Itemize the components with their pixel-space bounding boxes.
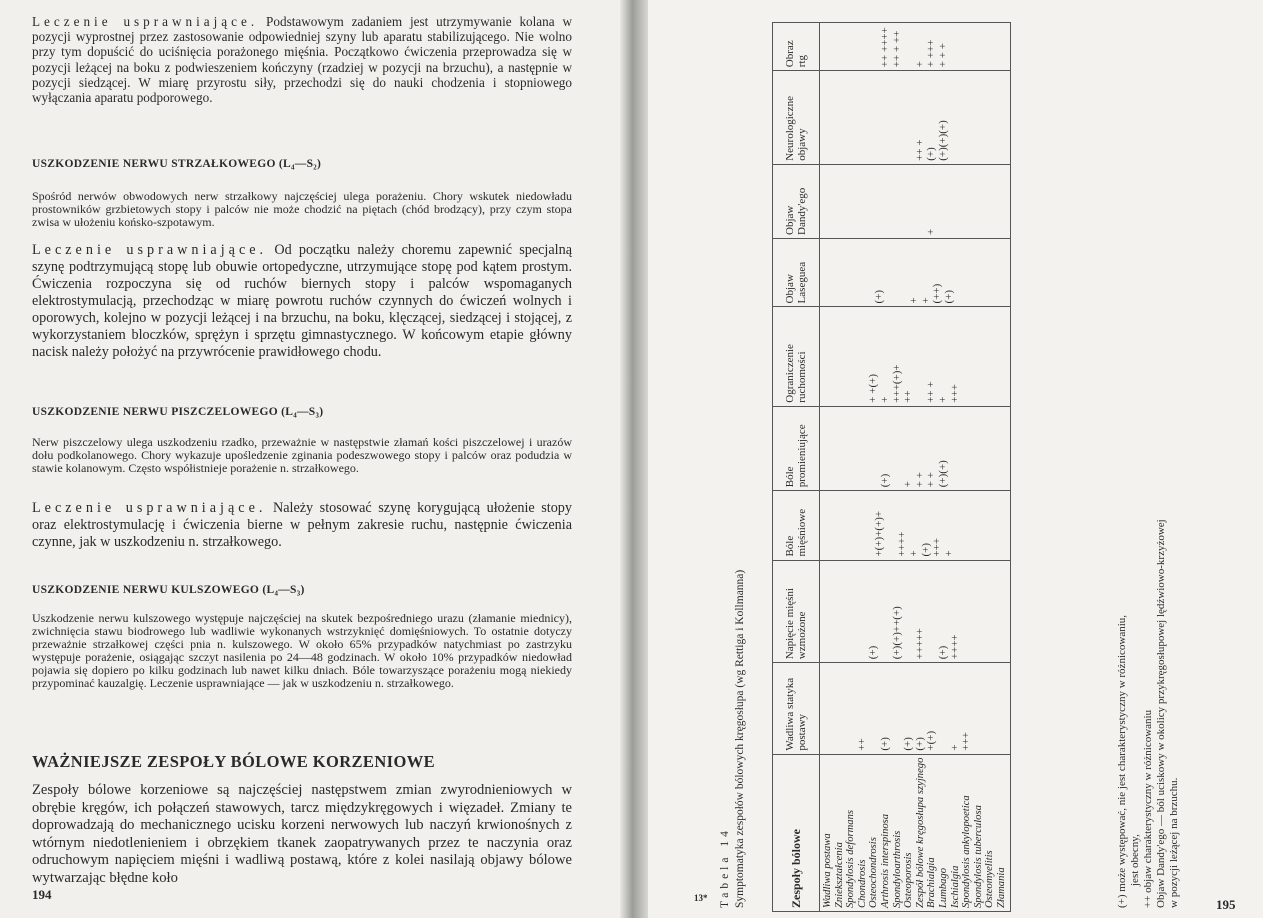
table-caption xyxy=(718,28,748,908)
page-number: 195 xyxy=(1216,897,1236,912)
symptom-cell: + xyxy=(820,164,1011,238)
left-page xyxy=(0,0,620,918)
symptom-table xyxy=(772,22,1011,912)
symptom-cell: +(+)+(+)+ ++++ + (+) +++ + xyxy=(820,491,1011,560)
footnote: (+) może występować, nie jest charakterystyczny w różnicowaniu, xyxy=(1116,614,1128,908)
syndrome-name: Chondrosis xyxy=(856,859,868,908)
paragraph-text: Podstawowym zadaniem jest utrzymywanie kolana w pozycji wyprostnej przez zastosowanie odpowiedniej szyny lub aparatu stabilizującego. Nie wolno przy tym dopuścić do uciśnięcia porażonego mięśnia. Początkowo ćwiczenia przeprowadza się w pozycji leżącej na boku z podwieszeniem kończyny (rzadziej w pozycji na brzuchu), a następnie w pozycji siedzącej. W miarę przyrostu siły, przechodzi się do nauki chodzenia i stopniowego wyłączania aparatu podporowego. xyxy=(32,14,572,106)
syndrome-name: Zespół bólowe kręgosłupa szyjnego xyxy=(914,757,926,908)
syndrome-name: Osteochondrosis xyxy=(868,837,880,908)
column-header: Obraz rtg xyxy=(773,23,820,71)
syndrome-name: Brachialgia xyxy=(926,857,938,908)
syndrome-name: Wadliwa postawa xyxy=(822,833,833,908)
signature-mark: 13* xyxy=(694,893,708,903)
paragraph-text: Od początku należy choremu zapewnić specjalną szynę podtrzymującą stopę lub obuwie ortopedyczne, utrzymujące stopę pod kątem prostym. Ćwiczenia rozpoczyna się od ruchów biernych stopy i palców wspomaganych elektrostymulacją, przechodząc w miarę powrotu ruchów czynnych do ćwiczeń wolnych i oporowych, kolejno w pozycji leżącej i na brzuchu, na boku, klęczącej, siedzącej i stojącej, z wykorzystaniem bloczków, sprężyn i sprzętu gimnastycznego. W końcowym etapie główny nacisk należy położyć na przywrócenie prawidłowego chodu. xyxy=(32,242,572,360)
syndrome-name: Lumbago xyxy=(937,867,949,908)
syndrome-name: Spondylosis deformans xyxy=(845,810,857,908)
column-header: Bóle promieniujące xyxy=(773,406,820,491)
syndrome-name: Zniekształcenia xyxy=(833,842,845,908)
table-footnotes xyxy=(1116,28,1181,908)
syndrome-name: Osteomyelitis xyxy=(984,850,996,908)
column-header: Neurologiczne objawy xyxy=(773,71,820,165)
column-header: Zespoły bólowe xyxy=(773,754,820,911)
syndrome-name: Osteoporosis xyxy=(903,852,915,908)
syndrome-name: Spondyloarthrosis xyxy=(891,830,903,908)
syndrome-list xyxy=(820,754,1011,911)
column-header: Objaw Laseguea xyxy=(773,238,820,306)
syndrome-name: Złamania xyxy=(995,867,1007,908)
table-number: Tabela 14 xyxy=(719,827,731,908)
footnote: jest obecny, xyxy=(1129,834,1141,886)
paragraph-sciatic: Uszkodzenie nerwu kulszowego występuje najczęściej na skutek bezpośredniego urazu (złamanie miednicy), zwichnięcia stawu biodrowego lub wadliwie wykonanych wstrzyknięć domięśniowych. To ostatnie dotyczy przeważnie strzałkowej części pnia n. kulszowego. W około 65% przypadków natychmiast po zastrzyku występuje porażenie, osiągając szczyt nasilenia po 24—48 godzinach. W około 10% przypadków niedowład pojawia się dopiero po kilku godzinach lub nawet kilku dniach. Bóle towarzyszące porażeniu mogą niekiedy przypominać kauzalgię. Leczenie usprawniające — jak w uszkodzeniu n. strzałkowego. xyxy=(32,611,572,690)
page-number: 194 xyxy=(32,887,52,902)
table-body-row xyxy=(820,23,1011,912)
heading-tibial-nerve: USZKODZENIE NERWU PISZCZELOWEGO (L₄—S₃) xyxy=(32,406,324,418)
column-header: Bóle mięśniowe xyxy=(773,491,820,560)
footnote: w pozycji leżącej na brzuchu. xyxy=(1168,777,1180,908)
heading-sciatic-nerve: USZKODZENIE NERWU KULSZOWEGO (L₄—S₃) xyxy=(32,584,305,596)
rotated-table-block xyxy=(718,22,1198,912)
column-header: Ograniczenie ruchomości xyxy=(773,307,820,406)
symptom-cell: ++ + (+) (+)(+)(+) xyxy=(820,71,1011,165)
column-header: Wadliwa statyka postawy xyxy=(773,663,820,754)
table-title: Symptomatyka zespołów bólowych kręgosłupa (wg Rettiga i Kollmanna) xyxy=(734,569,746,908)
footnote: ++ objaw charakterystyczny w różnicowaniu xyxy=(1142,709,1154,908)
symptom-cell: (+) + + + + + (+)(+) xyxy=(820,406,1011,491)
section-title: WAŻNIEJSZE ZESPOŁY BÓLOWE KORZENIOWE xyxy=(32,752,436,771)
syndrome-name: Ischialgia xyxy=(949,865,961,908)
table-header-row xyxy=(773,23,820,912)
column-header: Napięcie mięśni wzmożone xyxy=(773,560,820,663)
paragraph-tibial: Nerw piszczelowy ulega uszkodzeniu rzadko, przeważnie w następstwie złamań kości piszczelowej i urazów dołu podkolanowego. Chory wykazuje upośledzenie zginania podeszwowego stopy i palców oraz podudzia w stawie kolanowym. Często współistnieje porażenie n. strzałkowego. xyxy=(32,435,572,475)
heading-peroneal-nerve: USZKODZENIE NERWU STRZAŁKOWEGO (L₄—S₂) xyxy=(32,158,322,170)
symptom-cell: (+) (+)(+)++(+) +++++ (+) ++++ xyxy=(820,560,1011,663)
symptom-cell: (+) + + (++) (+) xyxy=(820,238,1011,306)
paragraph-knee xyxy=(32,14,572,105)
paragraph-lead: Leczenie usprawniające. xyxy=(32,14,259,29)
syndrome-name: Arthrosis interspinosa xyxy=(879,813,891,908)
paragraph-lead: Leczenie usprawniające. xyxy=(32,500,267,516)
syndrome-name: Spondylosis ankylopoetica xyxy=(961,795,973,908)
paragraph-peroneal: Spośród nerwów obwodowych nerw strzałkowy najczęściej ulega porażeniu. Chory wskutek niedowładu prostowników grzbietowych stopy i palców nie może chodzić na piętach (chód brodzący), przy czym stopa zwisa w ułożeniu końsko-szpotawym. xyxy=(32,189,572,229)
footnote: Objaw Dandy'ego — ból uciskowy w okolicy przykręgosłupowej lędźwiowo-krzyżowej xyxy=(1155,519,1167,908)
symptom-cell: ++ (+) (+) (+) +(+) + +++ xyxy=(820,663,1011,754)
paragraph-root-syndromes: Zespoły bólowe korzeniowe są najczęściej następstwem zmian zwyrodnieniowych w obrębie kręgów, ich połączeń stawowych, tarcz międzykręgowych i więzadeł. Zmiany te doprowadzają do mechanicznego ucisku korzeni nerwowych lub naczyń krwionośnych z wtórnym niedotlenieniem i obrzękiem tkanek zaopatrywanych przez te naczynia oraz odruchowym napięciem mięśni i wadliwą postawą, które z kolei nasilają objawy bólowe wytwarzając błędne koło xyxy=(32,782,572,886)
book-gutter xyxy=(620,0,648,918)
column-header: Objaw Dandy'ego xyxy=(773,164,820,238)
symptom-cell: + +(+) + +++(+)+ ++ ++ + + +++ xyxy=(820,307,1011,406)
symptom-cell: ++ ++++ ++ + ++ + + +++ + + + xyxy=(820,23,1011,71)
paragraph-lead: Leczenie usprawniające. xyxy=(32,242,268,258)
paragraph-text: Należy stosować szynę korygującą ułożenie stopy oraz elektrostymulację i ćwiczenia bierne w pełnym zakresie ruchu, następnie ćwiczenia czynne, jak w uszkodzeniu n. strzałkowego. xyxy=(32,500,572,550)
syndrome-name: Spondylosis tuberculosa xyxy=(972,805,984,908)
